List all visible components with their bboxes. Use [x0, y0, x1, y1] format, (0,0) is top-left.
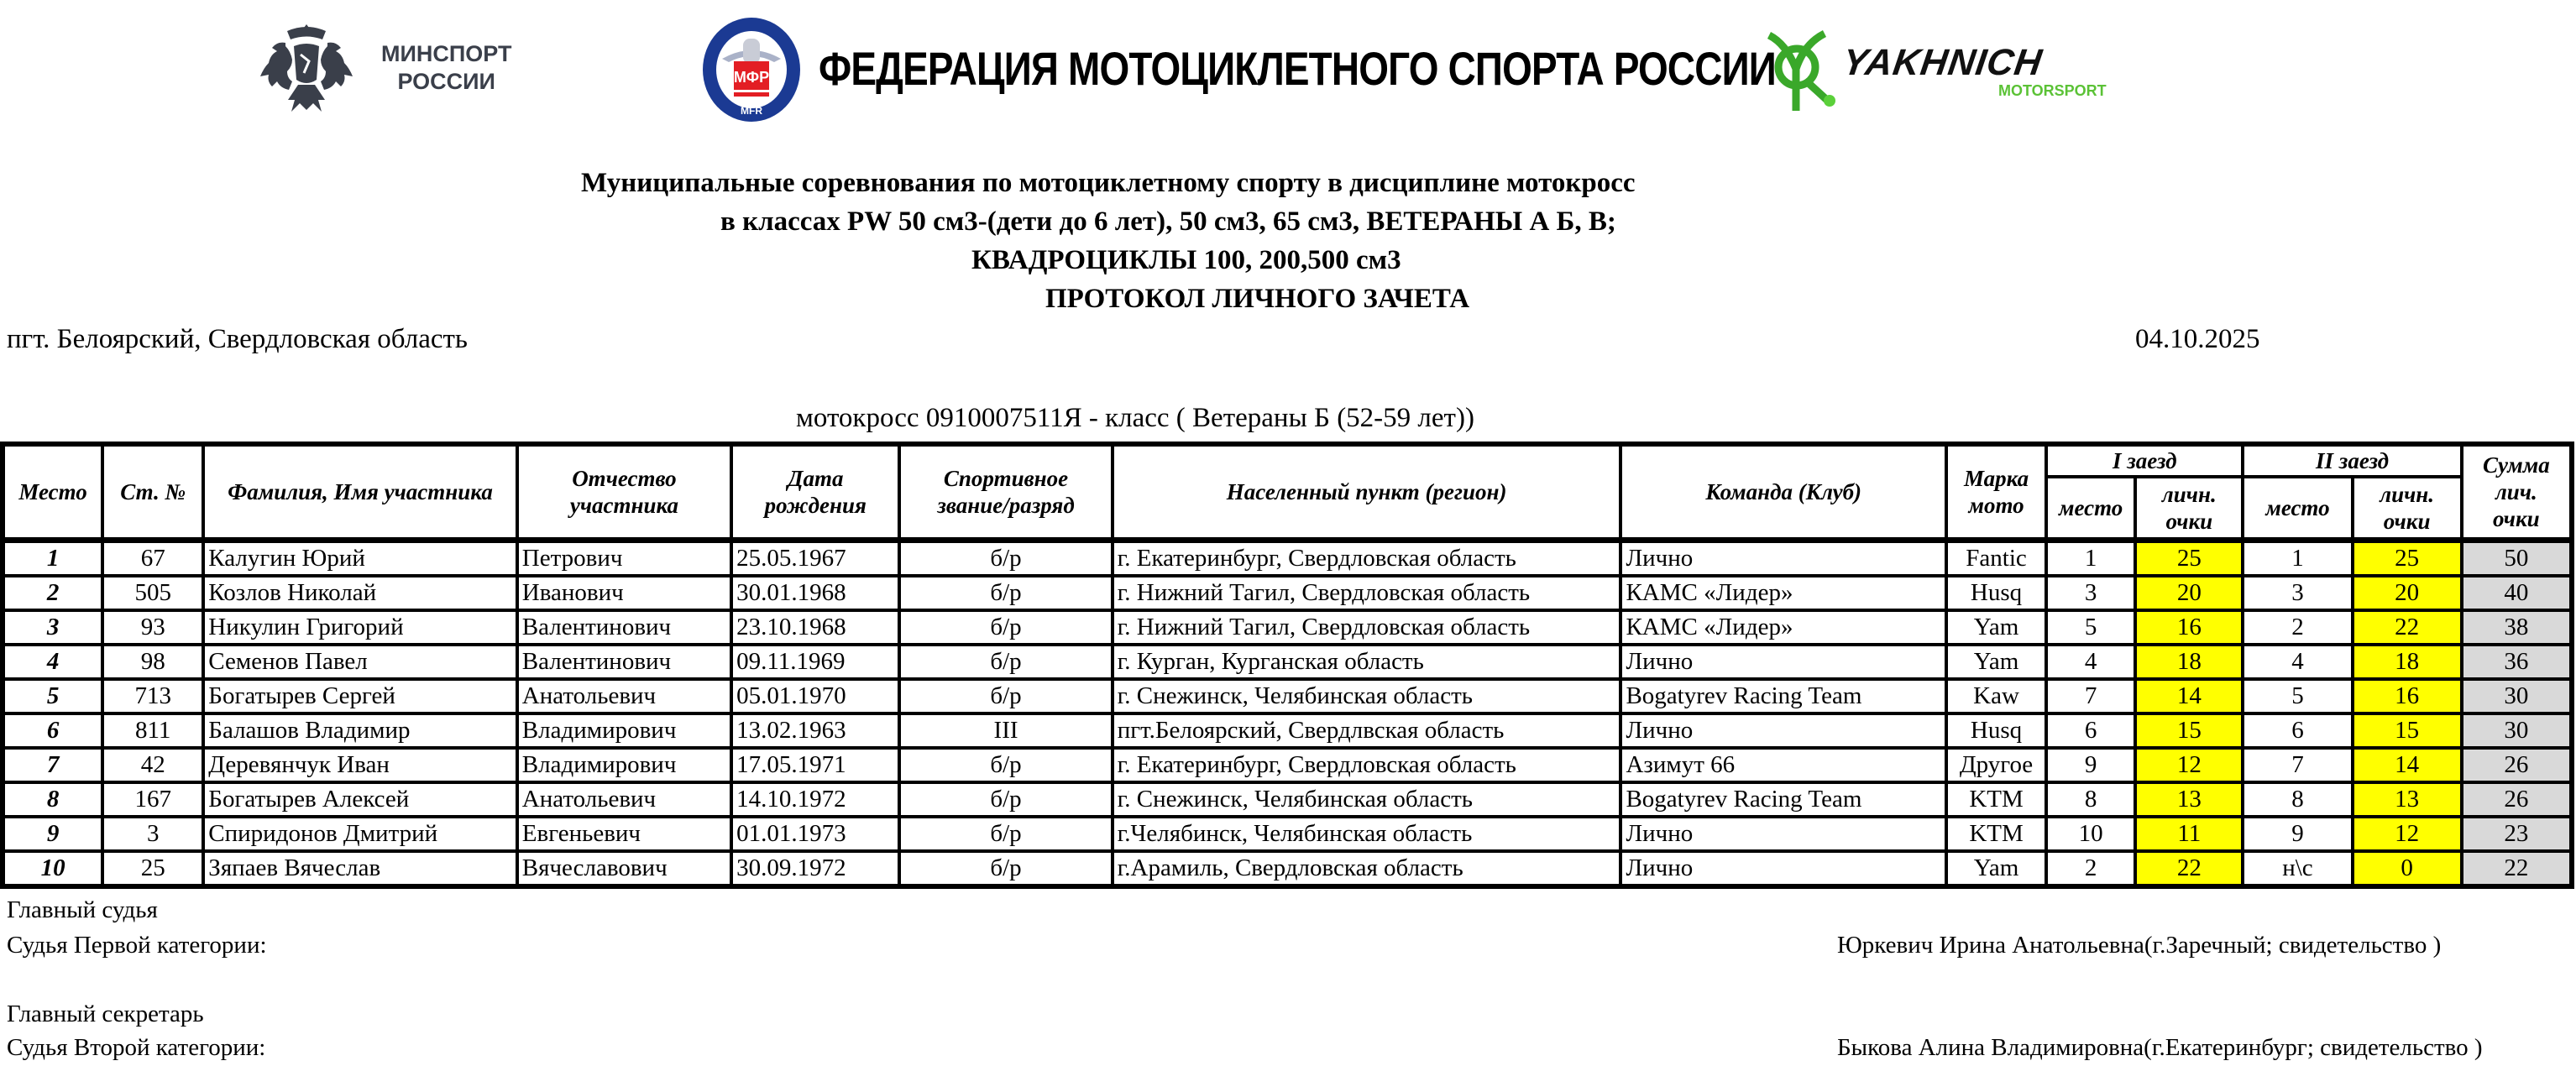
cell-dob: 30.09.1972	[731, 851, 899, 886]
cell-moto: Yam	[1946, 851, 2046, 886]
race1-points-header-line1: личн.	[2161, 482, 2217, 507]
table-row	[3, 645, 2572, 679]
cell-team: Лично	[1620, 713, 1946, 748]
cell-moto: Husq	[1946, 576, 2046, 610]
cell-place: 8	[3, 782, 102, 817]
venue-location: пгт. Белоярский, Свердловская область	[7, 324, 468, 354]
chief-secretary-name: Быкова Алина Владимировна(г.Екатеринбург; свидетельство )	[1837, 1034, 2483, 1061]
cell-sum: 36	[2462, 645, 2572, 679]
cell-rank: б/р	[899, 782, 1112, 817]
cell-sum: 30	[2462, 679, 2572, 713]
cell-race2-place: 9	[2243, 817, 2352, 851]
cell-race1-place: 9	[2046, 748, 2135, 782]
cell-rank: б/р	[899, 851, 1112, 886]
chief-judge-label: Главный судья	[7, 896, 158, 923]
cell-start-no: 3	[102, 817, 203, 851]
cell-sum: 38	[2462, 610, 2572, 645]
event-title-line1: Муниципальные соревнования по мотоциклетному спорту в дисциплине мотокросс	[581, 168, 1636, 198]
chief-judge-name: Юркевич Ирина Анатольевна(г.Заречный; свидетельство )	[1837, 932, 2442, 959]
cell-rank: б/р	[899, 817, 1112, 851]
cell-race2-points: 14	[2353, 748, 2462, 782]
cell-team: Азимут 66	[1620, 748, 1946, 782]
cell-race1-place: 2	[2046, 851, 2135, 886]
race2-points-header-line1: личн.	[2380, 482, 2435, 507]
race1-points-header	[2135, 477, 2243, 541]
cell-race1-place: 1	[2046, 541, 2135, 577]
cell-sum: 26	[2462, 782, 2572, 817]
cell-city: г. Екатеринбург, Свердловская область	[1113, 748, 1621, 782]
cell-name: Спиридонов Дмитрий	[203, 817, 516, 851]
chief-secretary-category: Судья Второй категории:	[7, 1034, 266, 1061]
protocol-title: ПРОТОКОЛ ЛИЧНОГО ЗАЧЕТА	[1045, 284, 1470, 314]
cell-sum: 26	[2462, 748, 2572, 782]
cell-patronymic: Анатольевич	[517, 782, 731, 817]
table-row	[3, 851, 2572, 886]
cell-rank: б/р	[899, 541, 1112, 577]
class-title: мотокросс 0910007511Я - класс ( Ветераны Б (52-59 лет))	[796, 403, 1474, 433]
cell-city: г. Нижний Тагил, Свердловская область	[1113, 576, 1621, 610]
cell-rank: III	[899, 713, 1112, 748]
col-rank-header-line2: звание/разряд	[937, 493, 1075, 518]
cell-race2-place: 8	[2243, 782, 2352, 817]
cell-dob: 17.05.1971	[731, 748, 899, 782]
cell-race2-place: 5	[2243, 679, 2352, 713]
col-moto-header	[1946, 444, 2046, 541]
cell-start-no: 811	[102, 713, 203, 748]
cell-patronymic: Владимирович	[517, 748, 731, 782]
cell-city: г.Арамиль, Свердловская область	[1113, 851, 1621, 886]
cell-moto: KTM	[1946, 782, 2046, 817]
cell-dob: 05.01.1970	[731, 679, 899, 713]
cell-moto: Fantic	[1946, 541, 2046, 577]
cell-moto: KTM	[1946, 817, 2046, 851]
yakhnich-emblem-icon	[1759, 24, 1843, 116]
cell-place: 4	[3, 645, 102, 679]
cell-race1-points: 18	[2135, 645, 2243, 679]
cell-sum: 22	[2462, 851, 2572, 886]
cell-place: 9	[3, 817, 102, 851]
cell-race1-points: 22	[2135, 851, 2243, 886]
table-row	[3, 679, 2572, 713]
cell-race1-points: 25	[2135, 541, 2243, 577]
event-title-line3: КВАДРОЦИКЛЫ 100, 200,500 см3	[971, 245, 1401, 275]
cell-start-no: 167	[102, 782, 203, 817]
cell-patronymic: Иванович	[517, 576, 731, 610]
cell-team: КАМС «Лидер»	[1620, 576, 1946, 610]
col-team-header: Команда (Клуб)	[1620, 444, 1946, 541]
cell-name: Семенов Павел	[203, 645, 516, 679]
col-rank-header-line1: Спортивное	[943, 466, 1069, 491]
col-name-header: Фамилия, Имя участника	[203, 444, 516, 541]
cell-race2-points: 20	[2353, 576, 2462, 610]
cell-patronymic: Вячеславович	[517, 851, 731, 886]
cell-patronymic: Евгеньевич	[517, 817, 731, 851]
table-row	[3, 817, 2572, 851]
col-sum-header-line3: очки	[2493, 506, 2540, 531]
cell-moto: Yam	[1946, 645, 2046, 679]
cell-race1-place: 10	[2046, 817, 2135, 851]
minsport-line2: РОССИИ	[397, 69, 495, 94]
cell-name: Богатырев Сергей	[203, 679, 516, 713]
col-patronymic-header-line2: участника	[569, 493, 679, 518]
cell-city: г. Курган, Курганская область	[1113, 645, 1621, 679]
cell-sum: 23	[2462, 817, 2572, 851]
table-row	[3, 610, 2572, 645]
cell-race2-place: 2	[2243, 610, 2352, 645]
cell-dob: 30.01.1968	[731, 576, 899, 610]
col-city-header: Населенный пункт (регион)	[1113, 444, 1621, 541]
cell-place: 2	[3, 576, 102, 610]
cell-city: г. Снежинск, Челябинская область	[1113, 782, 1621, 817]
cell-rank: б/р	[899, 679, 1112, 713]
col-patronymic-header	[517, 444, 731, 541]
cell-team: Лично	[1620, 645, 1946, 679]
cell-place: 5	[3, 679, 102, 713]
cell-start-no: 67	[102, 541, 203, 577]
cell-dob: 13.02.1963	[731, 713, 899, 748]
yakhnich-logo	[1759, 24, 2112, 116]
cell-team: Bogatyrev Racing Team	[1620, 679, 1946, 713]
cell-race2-points: 18	[2353, 645, 2462, 679]
cell-start-no: 93	[102, 610, 203, 645]
col-sum-header-line2: лич.	[2495, 479, 2537, 504]
cell-place: 7	[3, 748, 102, 782]
col-rank-header	[899, 444, 1112, 541]
race2-points-header	[2353, 477, 2462, 541]
cell-name: Деревянчук Иван	[203, 748, 516, 782]
cell-race1-place: 8	[2046, 782, 2135, 817]
minsport-line1: МИНСПОРТ	[381, 41, 512, 66]
cell-place: 10	[3, 851, 102, 886]
col-moto-header-line1: Марка	[1963, 466, 2029, 491]
cell-race1-place: 4	[2046, 645, 2135, 679]
cell-race2-place: 3	[2243, 576, 2352, 610]
results-body	[3, 541, 2572, 887]
cell-race2-place: 7	[2243, 748, 2352, 782]
cell-place: 3	[3, 610, 102, 645]
col-place-header: Место	[3, 444, 102, 541]
event-date: 04.10.2025	[2135, 324, 2260, 354]
cell-race2-place: 1	[2243, 541, 2352, 577]
cell-race2-points: 0	[2353, 851, 2462, 886]
cell-name: Богатырев Алексей	[203, 782, 516, 817]
chief-judge-category: Судья Первой категории:	[7, 932, 267, 959]
col-dob-header-line2: рождения	[764, 493, 867, 518]
cell-name: Балашов Владимир	[203, 713, 516, 748]
yakhnich-word: YAKHNICH	[1840, 42, 2045, 83]
cell-race1-points: 14	[2135, 679, 2243, 713]
cell-race2-points: 13	[2353, 782, 2462, 817]
results-table	[0, 442, 2574, 889]
cell-race1-place: 7	[2046, 679, 2135, 713]
cell-race1-points: 20	[2135, 576, 2243, 610]
cell-rank: б/р	[899, 576, 1112, 610]
cell-place: 1	[3, 541, 102, 577]
cell-team: Лично	[1620, 851, 1946, 886]
cell-start-no: 505	[102, 576, 203, 610]
cell-name: Никулин Григорий	[203, 610, 516, 645]
col-patronymic-header-line1: Отчество	[572, 466, 677, 491]
cell-patronymic: Анатольевич	[517, 679, 731, 713]
cell-race2-place: 6	[2243, 713, 2352, 748]
cell-patronymic: Владимирович	[517, 713, 731, 748]
cell-dob: 14.10.1972	[731, 782, 899, 817]
cell-race2-points: 22	[2353, 610, 2462, 645]
cell-race1-place: 3	[2046, 576, 2135, 610]
cell-team: Лично	[1620, 541, 1946, 577]
mfr-emblem-icon	[697, 15, 806, 124]
cell-rank: б/р	[899, 645, 1112, 679]
svg-text:MFR: MFR	[741, 105, 762, 117]
cell-race2-points: 25	[2353, 541, 2462, 577]
cell-patronymic: Петрович	[517, 541, 731, 577]
cell-city: г.Челябинск, Челябинская область	[1113, 817, 1621, 851]
race1-points-header-line2: очки	[2165, 509, 2213, 534]
chief-secretary-label: Главный секретарь	[7, 1001, 204, 1027]
table-row	[3, 782, 2572, 817]
cell-race2-points: 16	[2353, 679, 2462, 713]
federation-title: ФЕДЕРАЦИЯ МОТОЦИКЛЕТНОГО СПОРТА РОССИИ	[819, 42, 1776, 95]
cell-dob: 01.01.1973	[731, 817, 899, 851]
cell-city: г. Нижний Тагил, Свердловская область	[1113, 610, 1621, 645]
cell-dob: 23.10.1968	[731, 610, 899, 645]
cell-race1-place: 5	[2046, 610, 2135, 645]
cell-moto: Другое	[1946, 748, 2046, 782]
cell-team: КАМС «Лидер»	[1620, 610, 1946, 645]
table-row	[3, 713, 2572, 748]
cell-moto: Kaw	[1946, 679, 2046, 713]
cell-sum: 50	[2462, 541, 2572, 577]
cell-rank: б/р	[899, 748, 1112, 782]
cell-dob: 25.05.1967	[731, 541, 899, 577]
col-start-no-header: Ст. №	[102, 444, 203, 541]
cell-race2-points: 15	[2353, 713, 2462, 748]
cell-dob: 09.11.1969	[731, 645, 899, 679]
cell-name: Калугин Юрий	[203, 541, 516, 577]
cell-start-no: 98	[102, 645, 203, 679]
cell-name: Зяпаев Вячеслав	[203, 851, 516, 886]
col-sum-header	[2462, 444, 2572, 541]
cell-team: Лично	[1620, 817, 1946, 851]
race2-place-header: место	[2243, 477, 2352, 541]
col-sum-header-line1: Сумма	[2482, 452, 2550, 478]
cell-patronymic: Валентинович	[517, 610, 731, 645]
cell-start-no: 25	[102, 851, 203, 886]
race1-header: I заезд	[2046, 444, 2243, 477]
cell-city: г. Екатеринбург, Свердловская область	[1113, 541, 1621, 577]
double-headed-eagle-icon	[252, 18, 361, 118]
event-title-line2: в классах PW 50 см3-(дети до 6 лет), 50 см3, 65 см3, ВЕТЕРАНЫ А Б, В;	[720, 206, 1616, 237]
minsport-logo	[252, 13, 521, 123]
cell-team: Bogatyrev Racing Team	[1620, 782, 1946, 817]
race2-points-header-line2: очки	[2383, 509, 2431, 534]
cell-race2-points: 12	[2353, 817, 2462, 851]
cell-race2-place: 4	[2243, 645, 2352, 679]
cell-name: Козлов Николай	[203, 576, 516, 610]
cell-race1-place: 6	[2046, 713, 2135, 748]
cell-sum: 40	[2462, 576, 2572, 610]
cell-moto: Husq	[1946, 713, 2046, 748]
col-moto-header-line2: мото	[1968, 493, 2024, 518]
cell-race2-place: н\с	[2243, 851, 2352, 886]
col-dob-header	[731, 444, 899, 541]
cell-race1-points: 11	[2135, 817, 2243, 851]
cell-rank: б/р	[899, 610, 1112, 645]
yakhnich-sub: MOTORSPORT	[1998, 82, 2107, 99]
table-row	[3, 576, 2572, 610]
race1-place-header: место	[2046, 477, 2135, 541]
cell-race1-points: 15	[2135, 713, 2243, 748]
cell-race1-points: 12	[2135, 748, 2243, 782]
cell-city: г. Снежинск, Челябинская область	[1113, 679, 1621, 713]
cell-start-no: 713	[102, 679, 203, 713]
race2-header: II заезд	[2243, 444, 2461, 477]
table-row	[3, 748, 2572, 782]
header-row-1	[3, 444, 2572, 477]
cell-race1-points: 13	[2135, 782, 2243, 817]
cell-sum: 30	[2462, 713, 2572, 748]
cell-moto: Yam	[1946, 610, 2046, 645]
table-row	[3, 541, 2572, 577]
cell-race1-points: 16	[2135, 610, 2243, 645]
col-dob-header-line1: Дата	[788, 466, 844, 491]
svg-text:МФР: МФР	[733, 69, 770, 86]
cell-patronymic: Валентинович	[517, 645, 731, 679]
cell-city: пгт.Белоярский, Свердлвская область	[1113, 713, 1621, 748]
cell-start-no: 42	[102, 748, 203, 782]
cell-place: 6	[3, 713, 102, 748]
